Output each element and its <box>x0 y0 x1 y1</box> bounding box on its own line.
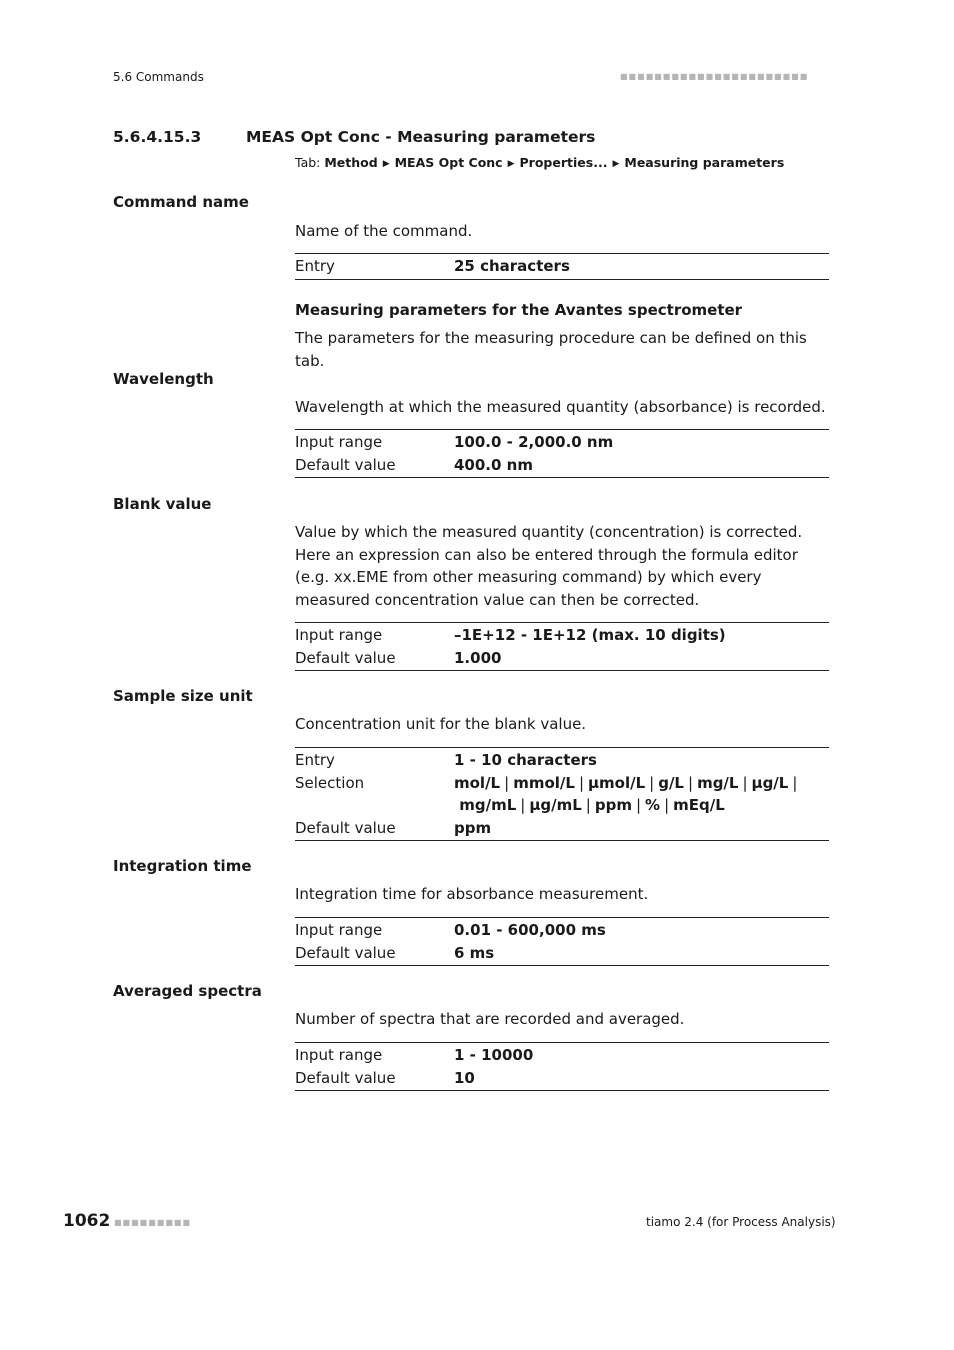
row-key: Input range <box>295 1046 383 1064</box>
param-table <box>295 1042 829 1091</box>
row-key: Input range <box>295 433 383 451</box>
param-label-wavelength: Wavelength <box>113 370 214 388</box>
row-value: 6 ms <box>454 943 495 962</box>
row-value: 25 characters <box>454 257 570 275</box>
subsection-heading: Measuring parameters for the Avantes spectrometer <box>295 301 743 319</box>
row-value: 1 - 10 characters <box>454 751 597 769</box>
param-table <box>295 622 829 671</box>
table-row <box>295 942 829 965</box>
footer-decoration-dots: ■■■■■■■■■ <box>114 1218 192 1227</box>
unit-option: ppm <box>594 796 632 814</box>
unit-option: mEq/L <box>673 796 725 814</box>
running-header-section: 5.6 Commands <box>113 70 204 84</box>
tab-breadcrumb <box>295 155 784 170</box>
row-key: Input range <box>295 921 383 939</box>
param-label-blank-value: Blank value <box>113 495 212 513</box>
unit-option: µmol/L <box>588 773 646 792</box>
row-value: ppm <box>454 818 492 837</box>
table-row <box>295 624 829 647</box>
row-key: Entry <box>295 751 335 769</box>
selection-options: mol/L | mmol/L | µmol/L | g/L | mg/L | µg/L | mg/mL | µg/mL | ppm | % | mEq/L <box>454 773 798 814</box>
unit-option: mmol/L <box>513 773 575 792</box>
param-table <box>295 917 829 966</box>
unit-option: % <box>645 796 661 814</box>
row-value: 10 <box>454 1068 475 1087</box>
param-description: Number of spectra that are recorded and averaged. <box>295 1010 685 1028</box>
row-key: Selection <box>295 773 365 792</box>
param-description: Wavelength at which the measured quantity (absorbance) is recorded. <box>295 398 826 416</box>
table-row <box>295 817 829 840</box>
section-title <box>113 128 595 146</box>
param-label-integration-time: Integration time <box>113 857 252 875</box>
row-key: Default value <box>295 1068 396 1087</box>
param-description: Name of the command. <box>295 222 473 240</box>
unit-option: mg/mL <box>459 796 517 814</box>
row-key: Input range <box>295 626 383 644</box>
param-table <box>295 747 829 841</box>
row-key: Entry <box>295 257 335 275</box>
param-table <box>295 429 829 478</box>
param-description: Value by which the measured quantity (concentration) is corrected. Here an expression can also be entered through the formula editor (e.g. xx.EME from other measuring command) by which every measured concentration value can then be corrected. <box>295 523 803 609</box>
unit-option: mol/L <box>454 773 501 792</box>
table-row <box>295 647 829 670</box>
row-key: Default value <box>295 455 396 474</box>
unit-option: µg/mL <box>529 796 582 814</box>
row-key: Default value <box>295 648 396 667</box>
row-key: Default value <box>295 943 396 962</box>
section-number: 5.6.4.15.3 <box>113 128 202 146</box>
param-description: Integration time for absorbance measurement. <box>295 885 649 903</box>
breadcrumb-item: Method <box>324 155 378 170</box>
table-row <box>295 1067 829 1090</box>
tab-prefix: Tab: <box>295 155 321 170</box>
row-value: 1.000 <box>454 648 502 667</box>
arrow-right-icon: ▶ <box>507 159 515 169</box>
unit-option: mg/L <box>697 773 739 792</box>
row-value: –1E+12 - 1E+12 (max. 10 digits) <box>454 626 726 644</box>
param-table <box>295 253 829 280</box>
row-value: 1 - 10000 <box>454 1046 534 1064</box>
breadcrumb-item: Measuring parameters <box>624 155 785 170</box>
breadcrumb-item: Properties... <box>519 155 608 170</box>
unit-option: µg/L <box>751 773 789 792</box>
table-row <box>295 919 829 942</box>
header-decoration-dots: ■■■■■■■■■■■■■■■■■■■■■■ <box>620 72 809 81</box>
footer-product-name: tiamo 2.4 (for Process Analysis) <box>646 1215 836 1229</box>
row-value: 100.0 - 2,000.0 nm <box>454 433 614 451</box>
param-description: Concentration unit for the blank value. <box>295 715 587 733</box>
table-row <box>295 1044 829 1067</box>
page-number: 1062 <box>63 1211 111 1231</box>
table-row <box>295 431 829 454</box>
table-row <box>295 255 829 278</box>
row-key: Default value <box>295 818 396 837</box>
unit-option: g/L <box>658 773 684 792</box>
subsection-description: The parameters for the measuring procedure can be defined on this tab. <box>295 329 807 370</box>
table-row <box>295 749 829 772</box>
row-value: 400.0 nm <box>454 455 533 474</box>
table-row <box>295 454 829 477</box>
section-title-text: MEAS Opt Conc - Measuring parameters <box>246 128 596 146</box>
param-label-command-name: Command name <box>113 193 249 211</box>
table-row <box>295 772 829 817</box>
row-value: 0.01 - 600,000 ms <box>454 921 606 939</box>
arrow-right-icon: ▶ <box>612 159 620 169</box>
param-label-sample-size-unit: Sample size unit <box>113 687 253 705</box>
arrow-right-icon: ▶ <box>382 159 390 169</box>
param-label-averaged-spectra: Averaged spectra <box>113 982 262 1000</box>
breadcrumb-item: MEAS Opt Conc <box>394 155 503 170</box>
